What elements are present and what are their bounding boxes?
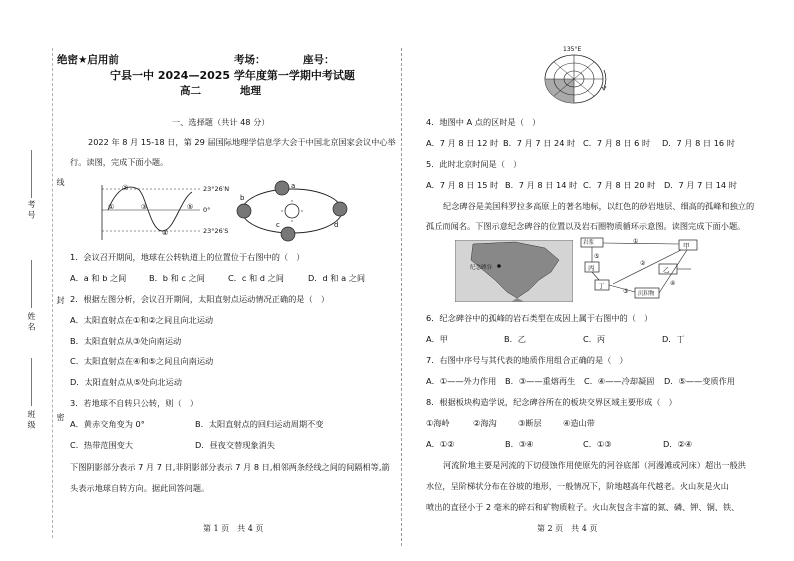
point-3-label: ③ bbox=[141, 203, 148, 211]
question-8: 8．根据板块构造学说，纪念碑谷所在的板块交界区域主要形成（ ） bbox=[426, 397, 677, 407]
question-1: 1．会议召开期间，地球在公转轨道上的位置位于右图中的（ ） bbox=[70, 252, 305, 262]
q3-option-b[interactable]: B．太阳直射点的回归运动周期不变 bbox=[195, 419, 324, 429]
point-4-label: ④ bbox=[162, 229, 169, 237]
orbit-label-d: d bbox=[334, 221, 339, 229]
polar-view-figure bbox=[542, 52, 610, 108]
box-bing: 丙 bbox=[588, 264, 595, 272]
secret-label: 绝密★启用前 bbox=[57, 54, 119, 66]
box-magma: 岩浆 bbox=[583, 240, 595, 246]
name-blank[interactable] bbox=[31, 260, 32, 308]
q8-option-b[interactable]: B．③④ bbox=[505, 439, 534, 449]
box-yi: 乙 bbox=[663, 266, 670, 274]
section-title: 一、选择题（共计 48 分） bbox=[172, 117, 270, 127]
q7-option-d[interactable]: D．⑤——变质作用 bbox=[664, 376, 735, 386]
passage-3-line-1: 纪念碑谷是美国科罗拉多高原上的著名地标，以红色的砂岩地层、细高的孤峰和独立的 bbox=[443, 201, 755, 211]
orbit-label-b: b bbox=[240, 194, 245, 202]
q7-option-a[interactable]: A．①——外力作用 bbox=[426, 376, 497, 386]
q6-option-b[interactable]: B．乙 bbox=[504, 334, 526, 344]
q2-option-c[interactable]: C．太阳直射点在④和⑤之间且向南运动 bbox=[70, 356, 214, 366]
point-5-label: ⑤ bbox=[187, 203, 194, 211]
earth-icon bbox=[281, 227, 295, 241]
seat-number-label: 座号： bbox=[303, 54, 335, 66]
q4-option-c[interactable]: C．7 月 8 日 6 时 bbox=[583, 138, 651, 148]
q6-option-c[interactable]: C．丙 bbox=[583, 334, 606, 344]
q6-option-a[interactable]: A．甲 bbox=[426, 334, 448, 344]
q1-option-d[interactable]: D．d 和 a 之间 bbox=[308, 273, 366, 283]
intro-line-2: 行。读图，完成下面小题。 bbox=[70, 157, 169, 167]
box-sediment: 沉积物 bbox=[638, 291, 655, 297]
question-2: 2．根据左图分析，会议召开期间，太阳直射点运动情况正确的是（ ） bbox=[70, 294, 330, 304]
q8-item-4: ④造山带 bbox=[563, 418, 595, 428]
earth-icon bbox=[333, 202, 347, 216]
orbit-label-a: a bbox=[291, 182, 296, 190]
arrow-label-3: ③ bbox=[623, 288, 629, 295]
box-jia: 甲 bbox=[683, 242, 690, 250]
lat-label-south: 23°26′S bbox=[203, 227, 229, 235]
q4-option-a[interactable]: A．7 月 8 日 12 时 bbox=[426, 138, 499, 148]
arrow-label-5: ⑤ bbox=[594, 253, 600, 260]
class-label: 班 级 bbox=[27, 410, 36, 429]
q3-option-d[interactable]: D．昼夜交替现象消失 bbox=[195, 440, 275, 450]
seal-mark-line: 线 bbox=[56, 178, 65, 186]
map-monument-label: 纪念碑谷 bbox=[470, 265, 493, 271]
seal-mark-secret: 密 bbox=[56, 413, 65, 421]
q3-option-a[interactable]: A．黄赤交角变为 0° bbox=[70, 419, 145, 429]
q5-option-d[interactable]: D．7 月 7 日 14 时 bbox=[664, 180, 737, 190]
q6-option-d[interactable]: D．丁 bbox=[662, 334, 685, 344]
page-divider bbox=[401, 48, 402, 546]
q4-option-b[interactable]: B．7 月 7 日 24 时 bbox=[503, 138, 576, 148]
question-5: 5．此时北京时间是（ ） bbox=[426, 159, 522, 169]
q2-option-b[interactable]: B．太阳直射点从③处向南运动 bbox=[70, 336, 182, 346]
exam-title: 宁县一中 2024—2025 学年度第一学期中考试题 bbox=[110, 69, 355, 82]
passage-2-line-1: 下图阴影部分表示 7 月 7 日,非阴影部分表示 7 月 8 日,相邻两条经线之间的间隔相等,箭 bbox=[70, 462, 390, 472]
sun-icon bbox=[285, 204, 299, 218]
q5-option-a[interactable]: A．7 月 8 日 15 时 bbox=[426, 180, 499, 190]
exam-number-blank[interactable] bbox=[31, 150, 32, 198]
q8-item-3: ③断层 bbox=[518, 418, 542, 428]
intro-line-1: 2022 年 8 月 15-18 日，第 29 届国际地理学信息学大会于中国北京国家会议中心举 bbox=[88, 137, 396, 147]
monument-valley-marker bbox=[497, 264, 501, 268]
point-1-label: ① bbox=[108, 203, 115, 211]
passage-4-line-2: 水位，呈阶梯状分布在谷坡的地形，一般情况下，阶地越高年代越老。火山灰是火山 bbox=[426, 481, 729, 491]
question-7: 7．右图中序号与其代表的地质作用组合正确的是（ ） bbox=[426, 355, 628, 365]
q4-option-d[interactable]: D．7 月 8 日 16 时 bbox=[662, 138, 735, 148]
globe-longitude-label: 135°E bbox=[563, 46, 582, 53]
passage-4-line-3: 喷出的直径小于 2 毫米的碎石和矿物质粒子。火山灰包含丰富的氮、磷、钾、铜、铁、 bbox=[426, 502, 740, 512]
question-3: 3．若地球不自转只公转，则（ ） bbox=[70, 398, 199, 408]
earth-icon bbox=[237, 204, 251, 218]
q7-option-c[interactable]: C．④——冷却凝固 bbox=[584, 376, 655, 386]
seal-mark-seal: 封 bbox=[56, 296, 65, 304]
arrow-label-4: ④ bbox=[670, 280, 676, 287]
q3-option-c[interactable]: C．热带范围变大 bbox=[70, 440, 134, 450]
q8-option-d[interactable]: D．②④ bbox=[663, 439, 693, 449]
passage-4-line-1: 河流阶地主要是河流的下切侵蚀作用使原先的河谷底部（河漫滩或河床）超出一般洪 bbox=[443, 460, 746, 470]
passage-3-line-2: 孤丘而闻名。下图示意纪念碑谷的位置以及岩石圈物质循环示意图。读图完成下面小题。 bbox=[426, 221, 746, 231]
q1-option-b[interactable]: B．b 和 c 之间 bbox=[149, 273, 205, 283]
question-6: 6．纪念碑谷中的孤峰的岩石类型在成因上属于右图中的（ ） bbox=[426, 313, 653, 323]
arrow-label-1: ① bbox=[633, 238, 639, 245]
q1-option-a[interactable]: A．a 和 b 之间 bbox=[70, 273, 127, 283]
box-ding: 丁 bbox=[598, 282, 605, 290]
q8-item-1: ①海岭 bbox=[426, 418, 450, 428]
lat-label-north: 23°26′N bbox=[203, 185, 230, 193]
lat-label-equator: 0° bbox=[203, 206, 211, 214]
page-1-footer: 第 1 页 共 4 页 bbox=[203, 524, 264, 533]
q8-option-c[interactable]: C．①③ bbox=[583, 439, 612, 449]
q5-option-b[interactable]: B．7 月 8 日 14 时 bbox=[505, 180, 578, 190]
orbit-label-c: c bbox=[276, 221, 280, 229]
page-2-footer: 第 2 页 共 4 页 bbox=[537, 524, 598, 533]
q5-option-c[interactable]: C．7 月 8 日 20 时 bbox=[583, 180, 656, 190]
class-blank[interactable] bbox=[31, 358, 32, 406]
q8-item-2: ②海沟 bbox=[473, 418, 497, 428]
subject-label: 地理 bbox=[240, 85, 261, 97]
q1-option-c[interactable]: C．c 和 d 之间 bbox=[228, 273, 284, 283]
exam-room-label: 考场： bbox=[234, 54, 266, 66]
q8-option-a[interactable]: A．①② bbox=[426, 439, 455, 449]
earth-icon bbox=[275, 181, 289, 195]
grade-label: 高二 bbox=[180, 85, 201, 97]
name-label: 姓 名 bbox=[27, 312, 36, 331]
question-4: 4．地图中 A 点的区时是（ ） bbox=[426, 117, 541, 127]
q2-option-d[interactable]: D．太阳直射点从⑤处向北运动 bbox=[70, 377, 182, 387]
exam-number-label: 考 号 bbox=[27, 200, 36, 219]
q7-option-b[interactable]: B．③——重熔再生 bbox=[505, 376, 576, 386]
q2-option-a[interactable]: A．太阳直射点在①和②之间且向北运动 bbox=[70, 315, 214, 325]
passage-2-line-2: 头表示地球自转方向。据此回答问题。 bbox=[70, 483, 210, 493]
binding-line bbox=[52, 48, 53, 538]
arrow-label-2: ② bbox=[640, 260, 646, 267]
point-2-label: ② bbox=[122, 184, 129, 192]
